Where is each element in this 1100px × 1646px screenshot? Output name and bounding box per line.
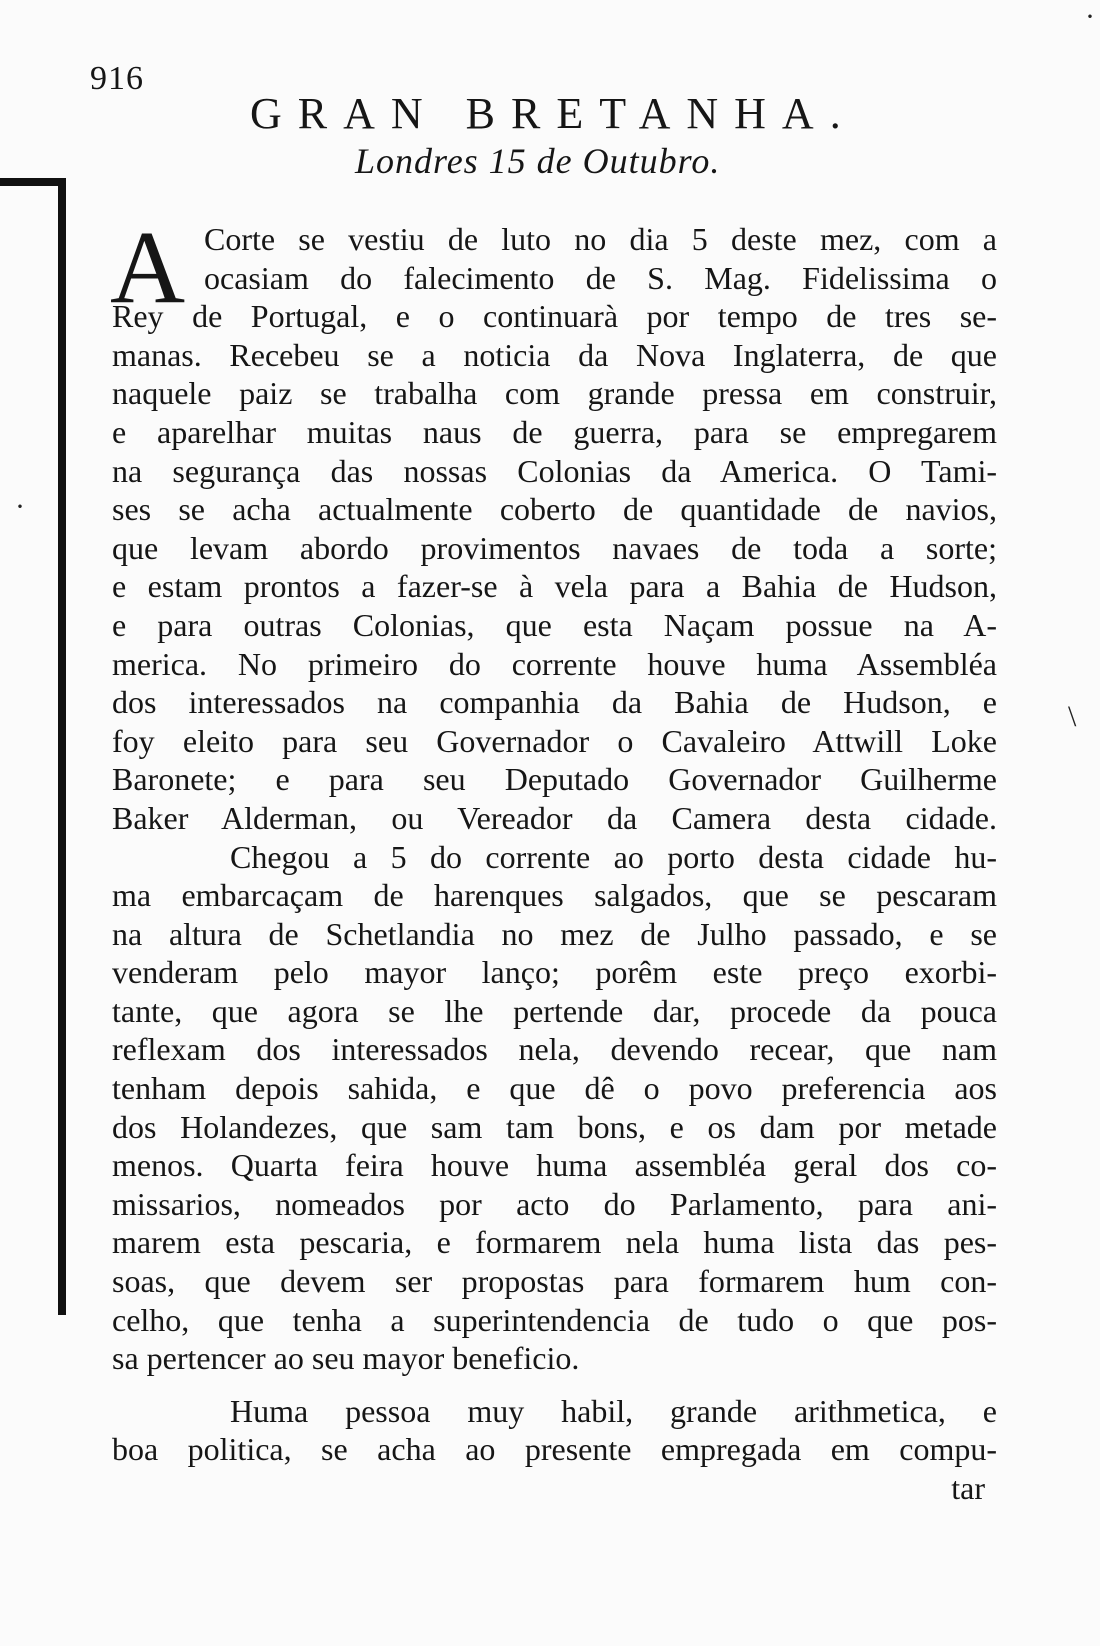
text-line: dos Holandezes, que sam tam bons, e os dam por metade [112, 1108, 997, 1145]
text-line: ocasiam do falecimento de S. Mag. Fidelissima o [204, 259, 997, 296]
text-line: Baker Alderman, ou Vereador da Camera desta cidade. [112, 799, 997, 836]
text-line: marem esta pescaria, e formarem nela huma lista das pes- [112, 1224, 997, 1261]
body-text [112, 220, 997, 1508]
text-line: manas. Recebeu se a noticia da Nova Inglaterra, de que [112, 336, 997, 373]
text-line: naquele paiz se trabalha com grande pressa em construir, [112, 375, 997, 412]
text-line: venderam pelo mayor lanço; porêm este preço exorbi- [112, 954, 997, 991]
catchword: tar [951, 1470, 985, 1506]
text-line: na altura de Schetlandia no mez de Julho passado, e se [112, 915, 997, 952]
text-line: reflexam dos interessados nela, devendo recear, que nam [112, 1031, 997, 1068]
drop-cap: A [110, 210, 186, 325]
text-line: Chegou a 5 do corrente ao porto desta cidade hu- [230, 838, 997, 875]
text-line: celho, que tenha a superintendencia de tudo o que pos- [112, 1301, 997, 1338]
text-line: que levam abordo provimentos navaes de toda a sorte; [112, 529, 997, 566]
text-line: soas, que devem ser propostas para formarem hum con- [112, 1263, 997, 1300]
margin-speck: · [15, 490, 25, 523]
text-line: menos. Quarta feira houve huma assembléa geral dos co- [112, 1147, 997, 1184]
text-line: ma embarcaçam de harenques salgados, que se pescaram [112, 877, 997, 914]
text-line: e estam prontos a fazer-se à vela para a Bahia de Hudson, [112, 568, 997, 605]
text-line: Huma pessoa muy habil, grande arithmetica, e [230, 1392, 997, 1429]
text-line: boa politica, se acha ao presente empregada em compu- [112, 1431, 997, 1468]
text-line: e para outras Colonias, que esta Naçam possue na A- [112, 606, 997, 643]
page-number: 916 [90, 60, 144, 97]
text-line: sa pertencer ao seu mayor beneficio. [112, 1340, 580, 1377]
text-line: na segurança das nossas Colonias da America. O Tami- [112, 452, 997, 489]
dateline: Londres 15 de Outubro. [355, 141, 721, 181]
text-line: missarios, nomeados por acto do Parlamento, para ani- [112, 1185, 997, 1222]
text-line: e aparelhar muitas naus de guerra, para se empregarem [112, 413, 997, 450]
text-line: tante, que agora se lhe pertende dar, procede da pouca [112, 992, 997, 1029]
text-line: Rey de Portugal, e o continuarà por tempo de tres se- [112, 298, 997, 335]
text-line: foy eleito para seu Governador o Cavaleiro Attwill Loke [112, 722, 997, 759]
margin-rule-top [0, 178, 66, 186]
text-line: ses se acha actualmente coberto de quantidade de navios, [112, 491, 997, 528]
text-line: tenham depois sahida, e que dê o povo preferencia aos [112, 1070, 997, 1107]
text-line: Corte se vestiu de luto no dia 5 deste mez, com a [204, 221, 997, 257]
margin-speck: · [1085, 0, 1095, 33]
margin-rule [58, 185, 66, 1315]
paragraph-gap [112, 1378, 997, 1392]
text-line: Baronete; e para seu Deputado Governador Guilherme [112, 761, 997, 798]
text-line: merica. No primeiro do corrente houve huma Assembléa [112, 645, 997, 682]
text-line: dos interessados na companhia da Bahia de Hudson, e [112, 684, 997, 721]
section-heading: GRAN BRETANHA. [250, 89, 857, 138]
margin-speck: \ [1068, 700, 1077, 733]
